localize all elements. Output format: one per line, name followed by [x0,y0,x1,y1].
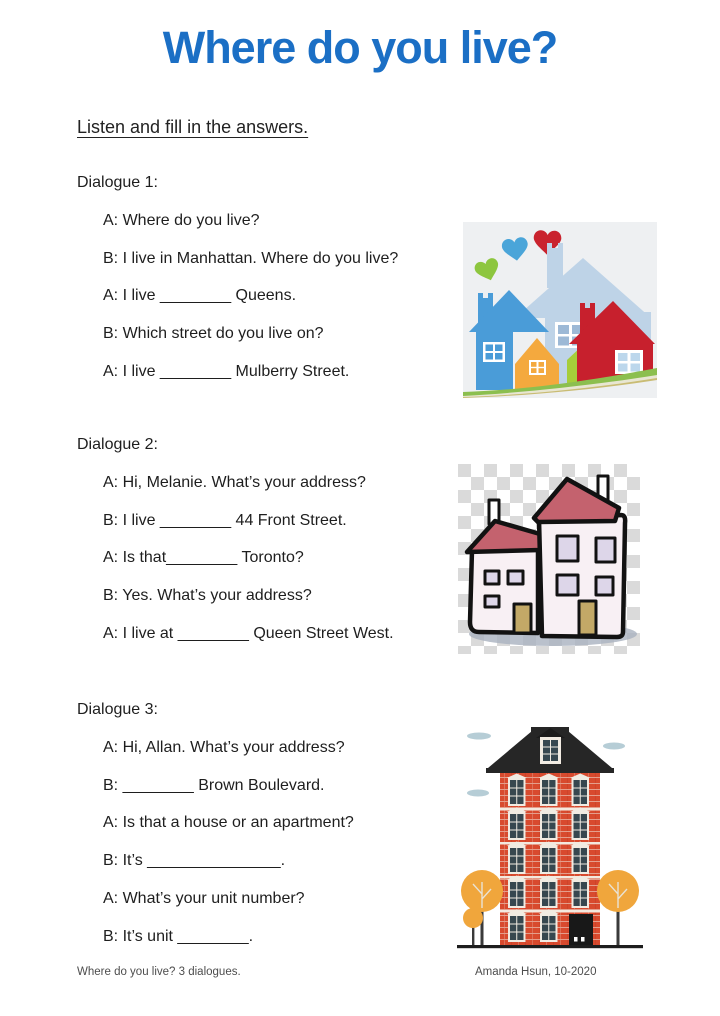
dialogue-line: A: Hi, Allan. What’s your address? [103,738,345,756]
dialogue-1-section [77,164,398,391]
dialogue-line: A: Where do you live? [103,211,260,229]
apartment-building-illustration [452,724,647,950]
footer-worksheet-title: Where do you live? 3 dialogues. [77,966,241,978]
dialogue-2-label: Dialogue 2: [77,436,158,453]
cartoon-houses-illustration [458,464,640,654]
dialogue-line: B: Yes. What’s your address? [103,587,312,605]
mansard-roof [486,727,614,773]
instruction-heading: Listen and fill in the answers. [77,117,309,137]
footer-author-date: Amanda Hsun, 10-2020 [475,966,597,978]
dialogue-line: A: Is that________ Toronto? [103,549,304,567]
dialogue-line: B: It’s unit ________. [103,927,254,945]
dialogue-line: B: I live ________ 44 Front Street. [103,511,347,529]
dialogue-1-label: Dialogue 1: [77,174,158,191]
dialogue-line: A: Hi, Melanie. What’s your address? [103,473,366,491]
dialogue-3-section [77,691,354,956]
dialogue-line: B: I live in Manhattan. Where do you live? [103,249,399,267]
dialogue-line: B: It’s _______________. [103,852,286,870]
dialogue-line: A: What’s your unit number? [103,889,305,907]
houses-hearts-illustration [463,222,657,398]
dialogue-line: B: ________ Brown Boulevard. [103,776,325,794]
page-title: Where do you live? [162,22,558,73]
ground-line [457,945,643,948]
dialogue-3-label: Dialogue 3: [77,701,158,718]
entrance-door [569,914,593,946]
dialogue-line: A: I live ________ Mulberry Street. [103,362,350,380]
dialogue-line: A: I live at ________ Queen Street West. [103,624,394,642]
dormer-window [540,737,561,764]
dialogue-line: A: I live ________ Queens. [103,287,297,305]
dialogue-line: A: Is that a house or an apartment? [103,814,354,832]
dialogue-2-section [77,426,394,653]
dialogue-line: B: Which street do you live on? [103,325,324,343]
